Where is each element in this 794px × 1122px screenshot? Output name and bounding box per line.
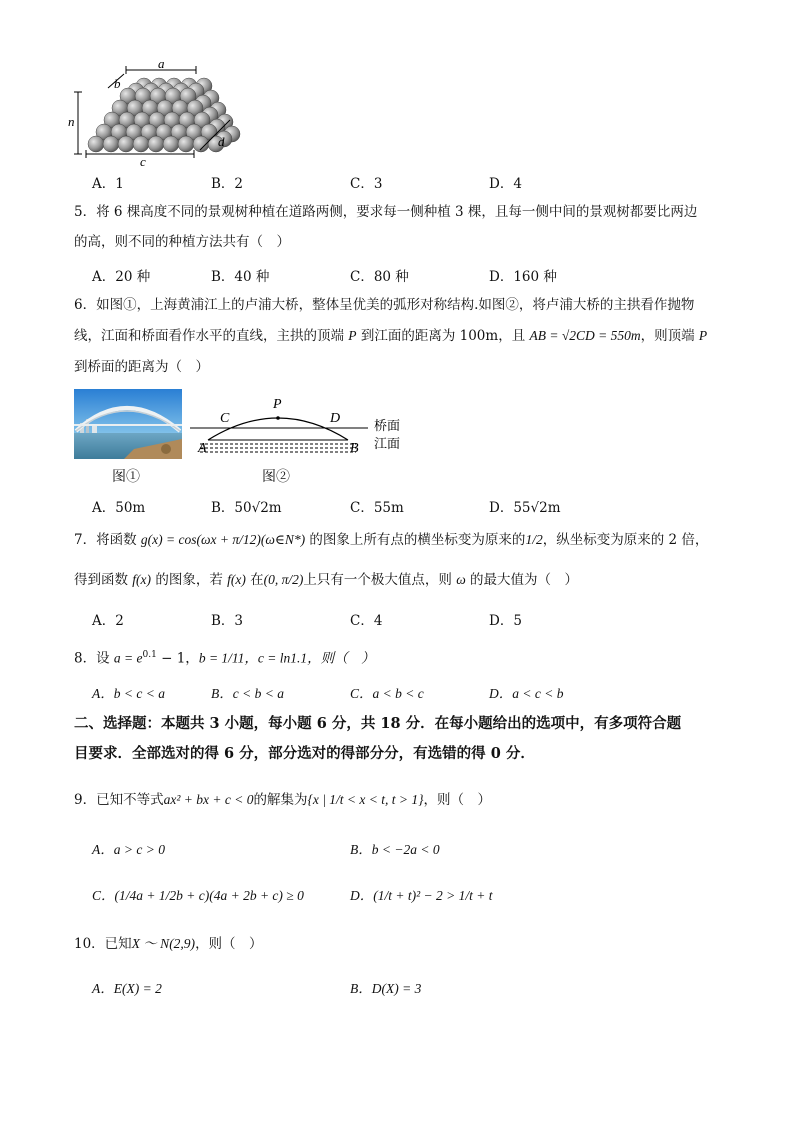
q5-text-line2: 的高，则不同的种植方法共有（ ）: [74, 234, 290, 250]
point-B-label: B: [350, 441, 359, 456]
pipe-stack-figure: [68, 58, 248, 166]
q8-option-b[interactable]: B．c < b < a: [211, 686, 284, 701]
pipe-end: [178, 136, 194, 152]
bridge-diagram: [190, 394, 410, 456]
q8-option-c[interactable]: C．a < b < c: [350, 686, 424, 701]
dim-n-label: n: [68, 114, 75, 129]
pipe-end: [133, 136, 149, 152]
q9-option-c[interactable]: C．(1/4a + 1/2b + c)(4a + 2b + c) ≥ 0: [92, 888, 304, 903]
bridge-surface-label: 桥面: [374, 419, 401, 434]
q7-text-line2: 得到函数 f(x) 的图象，若 f(x) 在(0, π/2)上只有一个极大值点，则 ω 的最大值为（ ）: [74, 572, 579, 588]
q10-option-a[interactable]: A．E(X) = 2: [92, 981, 162, 996]
q10-text: 10．已知X ～ N(2,9)，则（ ）: [74, 936, 263, 952]
point-D-label: D: [330, 411, 341, 426]
dim-d-label: d: [218, 134, 225, 149]
pipe-end: [103, 136, 119, 152]
river-surface-label: 江面: [374, 437, 401, 452]
q8-option-a[interactable]: A．b < c < a: [92, 686, 165, 701]
q5-option-c[interactable]: C．80 种: [350, 269, 409, 285]
q7-option-d[interactable]: D．5: [489, 613, 522, 629]
q5-option-b[interactable]: B．40 种: [211, 269, 270, 285]
q6-option-d[interactable]: D．55√2m: [489, 500, 561, 516]
q6-option-b[interactable]: B．50√2m: [211, 500, 282, 516]
q10-option-b[interactable]: B．D(X) = 3: [350, 981, 422, 996]
dim-c-label: c: [140, 154, 146, 166]
q4-option-b[interactable]: B．2: [211, 176, 244, 192]
q5-option-d[interactable]: D．160 种: [489, 269, 557, 285]
pipe-end: [118, 136, 134, 152]
q7-option-c[interactable]: C．4: [350, 613, 383, 629]
q8-option-d[interactable]: D．a < c < b: [489, 686, 564, 701]
q6-text-line2: 线，江面和桥面看作水平的直线，主拱的顶端 P 到江面的距离为 100m，且 AB = √2CD = 550m，则顶端 P: [74, 328, 708, 344]
dim-b-label: b: [114, 76, 121, 91]
q4-option-c[interactable]: C．3: [350, 176, 383, 192]
q6-text-line3: 到桥面的距离为（ ）: [74, 359, 209, 375]
q6-text-line1: 6．如图①，上海黄浦江上的卢浦大桥，整体呈优美的弧形对称结构.如图②，将卢浦大桥的主拱看作抛物: [74, 297, 695, 313]
point-A-label: A: [198, 441, 207, 456]
q6-option-c[interactable]: C．55m: [350, 500, 404, 516]
section2-heading-line2: 目要求．全部选对的得 6 分，部分选对的得部分分，有选错的得 0 分．: [74, 745, 535, 762]
q5-option-a[interactable]: A．20 种: [92, 269, 151, 285]
q9-option-d[interactable]: D．(1/t + t)² − 2 > 1/t + t: [350, 888, 493, 903]
q7-text-line1: 7．将函数 g(x) = cos(ωx + π/12)(ω∈N*) 的图象上所有点的横坐标变为原来的1/2，纵坐标变为原来的 2 倍，: [74, 532, 709, 548]
pipe-end: [163, 136, 179, 152]
q9-option-b[interactable]: B．b < −2a < 0: [350, 842, 440, 857]
q9-text: 9．已知不等式ax² + bx + c < 0的解集为{x | 1/t < x < t, t > 1}，则（ ）: [74, 792, 492, 808]
q7-option-b[interactable]: B．3: [211, 613, 244, 629]
q4-option-d[interactable]: D．4: [489, 176, 522, 192]
q9-option-a[interactable]: A．a > c > 0: [92, 842, 165, 857]
point-C-label: C: [220, 411, 230, 426]
q8-text: 8．设 $a = e^{0.1} - 1$，b = 1/11，c = ln1.1，则（ ）: [74, 650, 375, 667]
q4-option-a[interactable]: A．1: [92, 176, 124, 192]
bridge-photo: [74, 389, 182, 459]
q6-option-a[interactable]: A．50m: [92, 500, 146, 516]
q5-text-line1: 5．将 6 棵高度不同的景观树种植在道路两侧，要求每一侧种植 3 棵，且每一侧中间的景观树都要比两边: [74, 204, 698, 220]
section2-heading-line1: 二、选择题：本题共 3 小题，每小题 6 分，共 18 分．在每小题给出的选项中，有多项符合题: [74, 715, 682, 732]
fig2-caption: 图②: [262, 469, 290, 485]
pipe-end: [148, 136, 164, 152]
point-P-label: P: [273, 397, 282, 412]
dim-a-label: a: [158, 58, 165, 71]
fig1-caption: 图①: [112, 469, 140, 485]
pipe-end: [88, 136, 104, 152]
q7-option-a[interactable]: A．2: [92, 613, 124, 629]
